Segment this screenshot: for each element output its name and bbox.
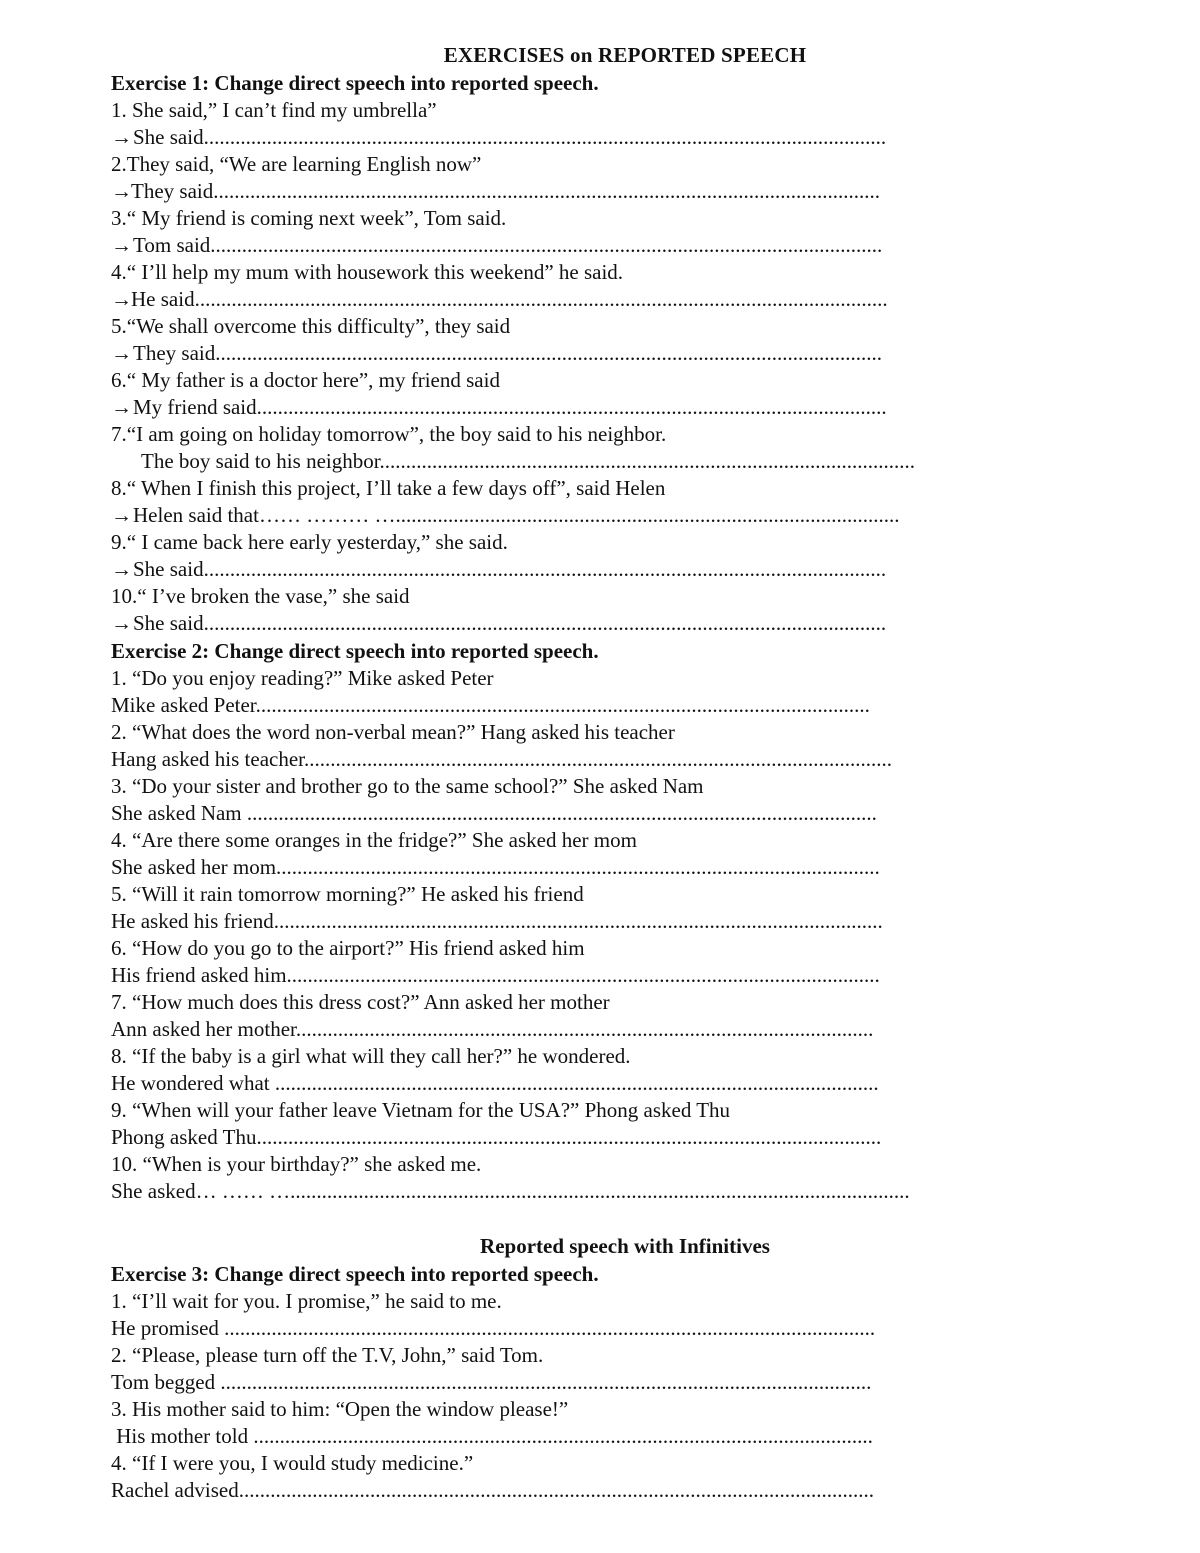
question-line: 5.“We shall overcome this difficulty”, they said: [111, 314, 511, 338]
question-line: 4. “Are there some oranges in the fridge?” She asked her mom: [111, 828, 637, 852]
exercise-1: [111, 70, 1071, 637]
answer-line: She asked… …… …......................................................................................................................: [111, 1179, 910, 1203]
question-line: 1. “I’ll wait for you. I promise,” he said to me.: [111, 1289, 502, 1313]
question-line: 9. “When will your father leave Vietnam for the USA?” Phong asked Thu: [111, 1098, 731, 1122]
answer-line: She asked Nam ........................................................................................................................: [111, 801, 877, 825]
arrow-icon: →: [111, 395, 132, 419]
answer-line: He wondered what ...................................................................................................................: [111, 1071, 879, 1095]
answer-text: She said..................................................................................................................................: [133, 557, 887, 581]
arrow-icon: →: [111, 611, 132, 635]
exercise-2: [111, 638, 1071, 1205]
question-line: 5. “Will it rain tomorrow morning?” He asked his friend: [111, 882, 584, 906]
answer-text: They said...............................................................................................................................: [133, 341, 882, 365]
arrow-icon: →: [111, 341, 132, 365]
answer-line: His mother told ......................................................................................................................: [111, 1424, 873, 1448]
answer-text: Tom said................................................................................................................................: [133, 233, 883, 257]
answer-line: [111, 556, 1071, 583]
answer-line: Tom begged ............................................................................................................................: [111, 1370, 872, 1394]
answer-line: Hang asked his teacher................................................................................................................: [111, 747, 893, 771]
answer-line: [111, 448, 1071, 475]
answer-line: Mike asked Peter.....................................................................................................................: [111, 693, 870, 717]
exercise-3: [111, 1261, 1071, 1504]
exercise-heading: Exercise 3: Change direct speech into reported speech.: [111, 1262, 599, 1286]
exercise-heading: Exercise 1: Change direct speech into reported speech.: [111, 71, 599, 95]
answer-line: [111, 124, 1071, 151]
answer-line: [111, 394, 1071, 421]
answer-line: He promised ............................................................................................................................: [111, 1316, 876, 1340]
arrow-icon: →: [111, 503, 132, 527]
answer-line: [111, 232, 1071, 259]
exercise-heading: Exercise 2: Change direct speech into reported speech.: [111, 639, 599, 663]
arrow-icon: →: [111, 557, 132, 581]
question-line: 3. His mother said to him: “Open the window please!”: [111, 1397, 569, 1421]
question-line: 4.“ I’ll help my mum with housework this weekend” he said.: [111, 260, 624, 284]
question-line: 4. “If I were you, I would study medicine.”: [111, 1451, 474, 1475]
answer-text: My friend said........................................................................................................................: [133, 395, 887, 419]
question-line: 3. “Do your sister and brother go to the same school?” She asked Nam: [111, 774, 704, 798]
question-line: 3.“ My friend is coming next week”, Tom said.: [111, 206, 507, 230]
answer-text: The boy said to his neighbor......................................................................................................: [141, 449, 916, 473]
question-line: 9.“ I came back here early yesterday,” she said.: [111, 530, 508, 554]
question-line: 2. “What does the word non-verbal mean?” Hang asked his teacher: [111, 720, 675, 744]
answer-line: Phong asked Thu.......................................................................................................................: [111, 1125, 882, 1149]
answer-text: They said...............................................................................................................................: [131, 179, 880, 203]
arrow-icon: →: [111, 287, 132, 311]
question-line: 6. “How do you go to the airport?” His friend asked him: [111, 936, 585, 960]
section-title: Reported speech with Infinitives: [480, 1234, 770, 1258]
question-line: 10.“ I’ve broken the vase,” she said: [111, 584, 410, 608]
question-line: 7.“I am going on holiday tomorrow”, the boy said to his neighbor.: [111, 422, 667, 446]
answer-line: [111, 610, 1071, 637]
answer-line: [111, 286, 1071, 313]
answer-line: [111, 178, 1071, 205]
answer-line: He asked his friend....................................................................................................................: [111, 909, 883, 933]
answer-line: Ann asked her mother..............................................................................................................: [111, 1017, 874, 1041]
page-title: EXERCISES on REPORTED SPEECH: [443, 43, 807, 67]
question-line: 8.“ When I finish this project, I’ll take a few days off”, said Helen: [111, 476, 666, 500]
question-line: 10. “When is your birthday?” she asked me.: [111, 1152, 482, 1176]
answer-line: [111, 340, 1071, 367]
answer-line: His friend asked him.................................................................................................................: [111, 963, 880, 987]
answer-text: Helen said that…… ……… …................................................................................................: [133, 503, 900, 527]
answer-text: She said..................................................................................................................................: [133, 611, 887, 635]
question-line: 2. “Please, please turn off the T.V, John,” said Tom.: [111, 1343, 544, 1367]
question-line: 1. “Do you enjoy reading?” Mike asked Peter: [111, 666, 494, 690]
question-line: 1. She said,” I can’t find my umbrella”: [111, 98, 437, 122]
question-line: 8. “If the baby is a girl what will they call her?” he wondered.: [111, 1044, 631, 1068]
question-line: 6.“ My father is a doctor here”, my friend said: [111, 368, 500, 392]
arrow-icon: →: [111, 125, 132, 149]
answer-line: Rachel advised.........................................................................................................................: [111, 1478, 874, 1502]
answer-line: She asked her mom...................................................................................................................: [111, 855, 880, 879]
question-line: 2.They said, “We are learning English now”: [111, 152, 482, 176]
question-line: 7. “How much does this dress cost?” Ann asked her mother: [111, 990, 610, 1014]
arrow-icon: →: [111, 233, 132, 257]
arrow-icon: →: [111, 179, 132, 203]
answer-line: [111, 502, 1071, 529]
answer-text: He said....................................................................................................................................: [131, 287, 888, 311]
answer-text: She said..................................................................................................................................: [133, 125, 887, 149]
